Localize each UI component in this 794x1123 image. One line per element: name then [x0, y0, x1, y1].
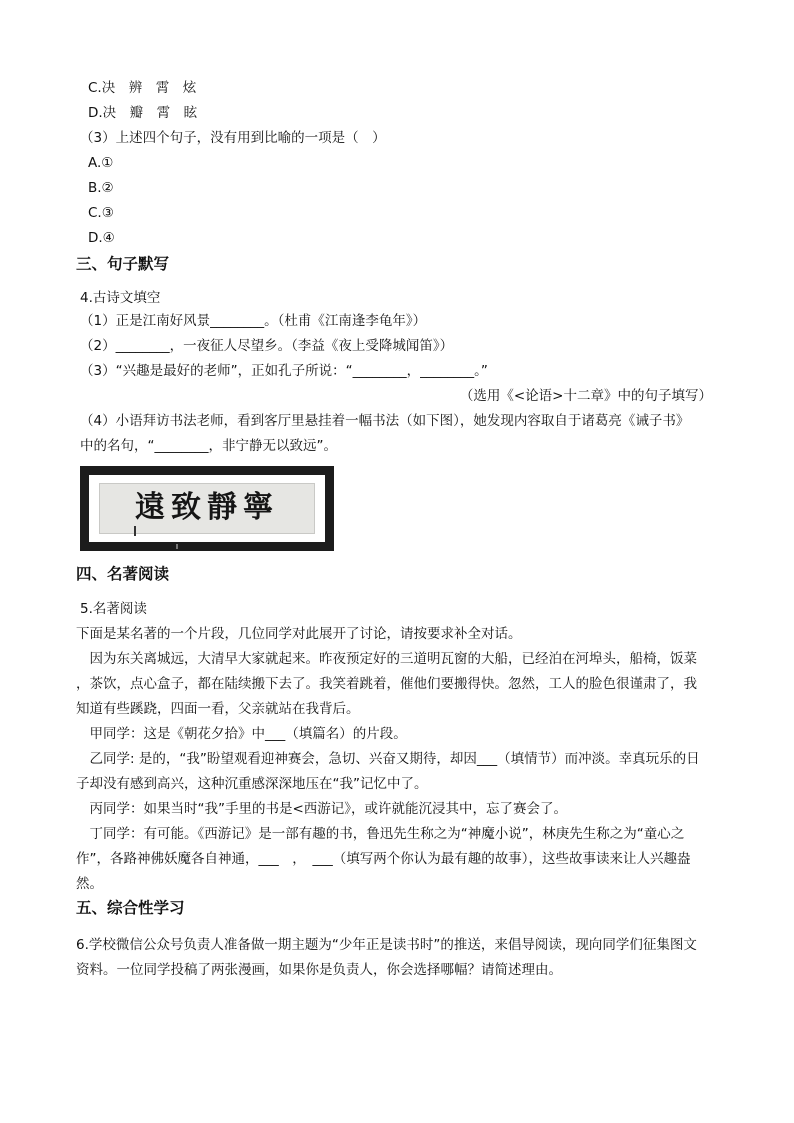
- q4-line-2: （2）________，一夜征人尽望乡。（李益《夜上受降城闻笛》）: [80, 338, 454, 354]
- q3-option-a: A.①: [88, 155, 114, 171]
- q6-line-1: 6.学校微信公众号负责人准备做一期主题为“少年正是读书时”的推送，来倡导阅读，现向同学们征集图文: [76, 937, 697, 953]
- q5-line-7: 子却没有感到高兴，这种沉重感深深地压在“我”记忆中了。: [76, 776, 428, 792]
- q5-line-9: 丁同学：有可能。《西游记》是一部有趣的书，鲁迅先生称之为“神魔小说”，林庚先生称之为“童心之: [76, 826, 685, 842]
- q4-line-3-note: （选用《<论语>十二章》中的句子填写）: [459, 388, 712, 404]
- q5-line-6: 乙同学: 是的，“我”盼望观看迎神赛会，急切、兴奋又期待，却因___（填情节）而冲淡。幸真玩乐的日: [76, 751, 700, 767]
- q5-line-5: 甲同学：这是《朝花夕拾》中___（填篇名）的片段。: [76, 726, 407, 742]
- q4-line-3: （3）“兴趣是最好的老师”，正如孔子所说：“________，________。”: [80, 363, 488, 379]
- calligraphy-text: 遠致靜寧: [135, 490, 279, 525]
- q3-option-d: D.④: [88, 230, 115, 246]
- calligraphy-paper: [99, 483, 315, 534]
- q3-option-b: B.②: [88, 180, 114, 196]
- calligraphy-mat: [89, 475, 325, 542]
- seal-mark: [134, 526, 142, 536]
- q5-label: 5.名著阅读: [80, 601, 147, 617]
- section-3-title: 三、句子默写: [76, 255, 170, 273]
- q5-line-8: 丙同学：如果当时“我”手里的书是<西游记》，或许就能沉浸其中，忘了赛会了。: [76, 801, 568, 817]
- hanging-hook: [176, 544, 178, 549]
- q4-line-4: （4）小语拜访书法老师，看到客厅里悬挂着一幅书法（如下图），她发现内容取自于诸葛亮《诫子书》: [80, 413, 690, 429]
- section-4-title: 四、名著阅读: [76, 565, 170, 583]
- q4-line-5: 中的名句，“________，非宁静无以致远”。: [80, 438, 337, 454]
- option-c-line: C.决 辨 霄 炫: [88, 80, 197, 96]
- q5-line-10: 作”，各路神佛妖魔各自神通，___ ， ___（填写两个你认为最有趣的故事），这些故事读来让人兴趣盎: [76, 851, 691, 867]
- section-5-title: 五、综合性学习: [76, 899, 185, 917]
- q4-label: 4.古诗文填空: [80, 290, 161, 306]
- q5-line-4: 知道有些蹊跷，四面一看，父亲就站在我背后。: [76, 701, 360, 717]
- calligraphy-image: [80, 466, 334, 551]
- q5-line-3: ，茶饮，点心盒子，都在陆续搬下去了。我笑着跳着，催他们要搬得快。忽然，工人的脸色很谨肃了，我: [76, 676, 697, 692]
- q5-line-11: 然。: [76, 876, 103, 892]
- q3-option-c: C.③: [88, 205, 114, 221]
- q5-line-1: 下面是某名著的一个片段，几位同学对此展开了讨论，请按要求补全对话。: [76, 626, 522, 642]
- q3-stem: （3）上述四个句子，没有用到比喻的一项是（ ）: [80, 130, 386, 146]
- q6-line-2: 资料。一位同学投稿了两张漫画，如果你是负责人，你会选择哪幅？请简述理由。: [76, 962, 562, 978]
- q4-line-1: （1）正是江南好风景________。（杜甫《江南逢李龟年》）: [80, 313, 427, 329]
- q5-line-2: 因为东关离城远，大清早大家就起来。昨夜预定好的三道明瓦窗的大船，已经泊在河埠头，船椅，饭菜: [76, 651, 697, 667]
- option-d-line: D.决 瓣 霄 眩: [88, 105, 198, 121]
